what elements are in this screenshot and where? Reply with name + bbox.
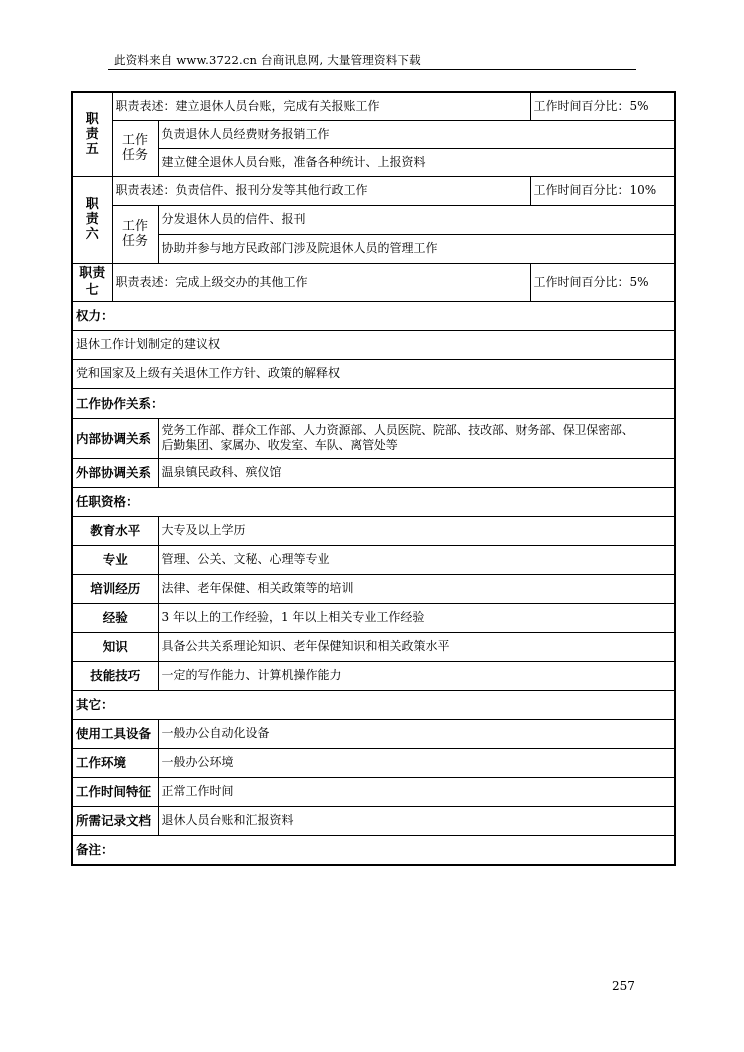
job-description-table xyxy=(71,91,676,866)
work-time-value: 正常工作时间 xyxy=(158,777,675,806)
training-value: 法律、老年保健、相关政策等的培训 xyxy=(158,574,675,603)
environment-value: 一般办公环境 xyxy=(158,748,675,777)
authority-item: 党和国家及上级有关退休工作方针、政策的解释权 xyxy=(72,359,675,388)
page-number: 257 xyxy=(612,979,635,993)
duty-6-percent: 工作时间百分比：10% xyxy=(530,176,675,205)
duty-5-task-label: 工作 任务 xyxy=(112,120,158,176)
page-header: 此资料来自 www.3722.cn 台商讯息网, 大量管理资料下载 xyxy=(114,53,421,67)
skills-value: 一定的写作能力、计算机操作能力 xyxy=(158,661,675,690)
experience-value: 3 年以上的工作经验，1 年以上相关专业工作经验 xyxy=(158,603,675,632)
experience-label: 经验 xyxy=(72,603,158,632)
training-label: 培训经历 xyxy=(72,574,158,603)
duty-6-description: 职责表述：负责信件、报刊分发等其他行政工作 xyxy=(112,176,530,205)
duty-6-task-label: 工作 任务 xyxy=(112,205,158,263)
duty-6-description-row xyxy=(72,176,675,205)
internal-relations-value: 党务工作部、群众工作部、人力资源部、人员医院、院部、技改部、财务部、保卫保密部、 后勤集团、家属办、收发室、车队、离管处等 xyxy=(158,418,675,458)
relations-section-title: 工作协作关系： xyxy=(72,388,675,418)
skills-label: 技能技巧 xyxy=(72,661,158,690)
duty-6-task-row xyxy=(72,234,675,263)
duty-5-label: 职 责 五 xyxy=(72,92,112,176)
work-time-label: 工作时间特征 xyxy=(72,777,158,806)
major-value: 管理、公关、文秘、心理等专业 xyxy=(158,545,675,574)
records-value: 退休人员台账和汇报资料 xyxy=(158,806,675,835)
duty-5-task-2: 建立健全退休人员台账，准备各种统计、上报资料 xyxy=(158,148,675,176)
education-value: 大专及以上学历 xyxy=(158,516,675,545)
duty-6-task-1: 分发退休人员的信件、报刊 xyxy=(158,205,675,234)
duty-6-task-row xyxy=(72,205,675,234)
duty-6-label: 职 责 六 xyxy=(72,176,112,263)
duty-5-task-row xyxy=(72,120,675,148)
duty-5-description: 职责表述：建立退休人员台账，完成有关报账工作 xyxy=(112,92,530,120)
duty-7-percent: 工作时间百分比：5% xyxy=(530,263,675,301)
knowledge-label: 知识 xyxy=(72,632,158,661)
internal-relations-label: 内部协调关系 xyxy=(72,418,158,458)
duty-7-description: 职责表述：完成上级交办的其他工作 xyxy=(112,263,530,301)
education-label: 教育水平 xyxy=(72,516,158,545)
duty-5-task-1: 负责退休人员经费财务报销工作 xyxy=(158,120,675,148)
duty-7-label: 职责 七 xyxy=(72,263,112,301)
external-relations-label: 外部协调关系 xyxy=(72,458,158,487)
duty-5-task-row xyxy=(72,148,675,176)
authority-section-title: 权力： xyxy=(72,301,675,330)
duty-6-task-2: 协助并参与地方民政部门涉及院退休人员的管理工作 xyxy=(158,234,675,263)
tools-label: 使用工具设备 xyxy=(72,719,158,748)
records-label: 所需记录文档 xyxy=(72,806,158,835)
environment-label: 工作环境 xyxy=(72,748,158,777)
authority-item: 退休工作计划制定的建议权 xyxy=(72,330,675,359)
tools-value: 一般办公自动化设备 xyxy=(158,719,675,748)
duty-5-percent: 工作时间百分比：5% xyxy=(530,92,675,120)
major-label: 专业 xyxy=(72,545,158,574)
knowledge-value: 具备公共关系理论知识、老年保健知识和相关政策水平 xyxy=(158,632,675,661)
duty-7-description-row xyxy=(72,263,675,301)
remarks-section-title: 备注： xyxy=(72,835,675,865)
duty-5-description-row xyxy=(72,92,675,120)
external-relations-value: 温泉镇民政科、殡仪馆 xyxy=(158,458,675,487)
other-section-title: 其它： xyxy=(72,690,675,719)
header-rule xyxy=(108,69,636,70)
qualifications-section-title: 任职资格： xyxy=(72,487,675,516)
